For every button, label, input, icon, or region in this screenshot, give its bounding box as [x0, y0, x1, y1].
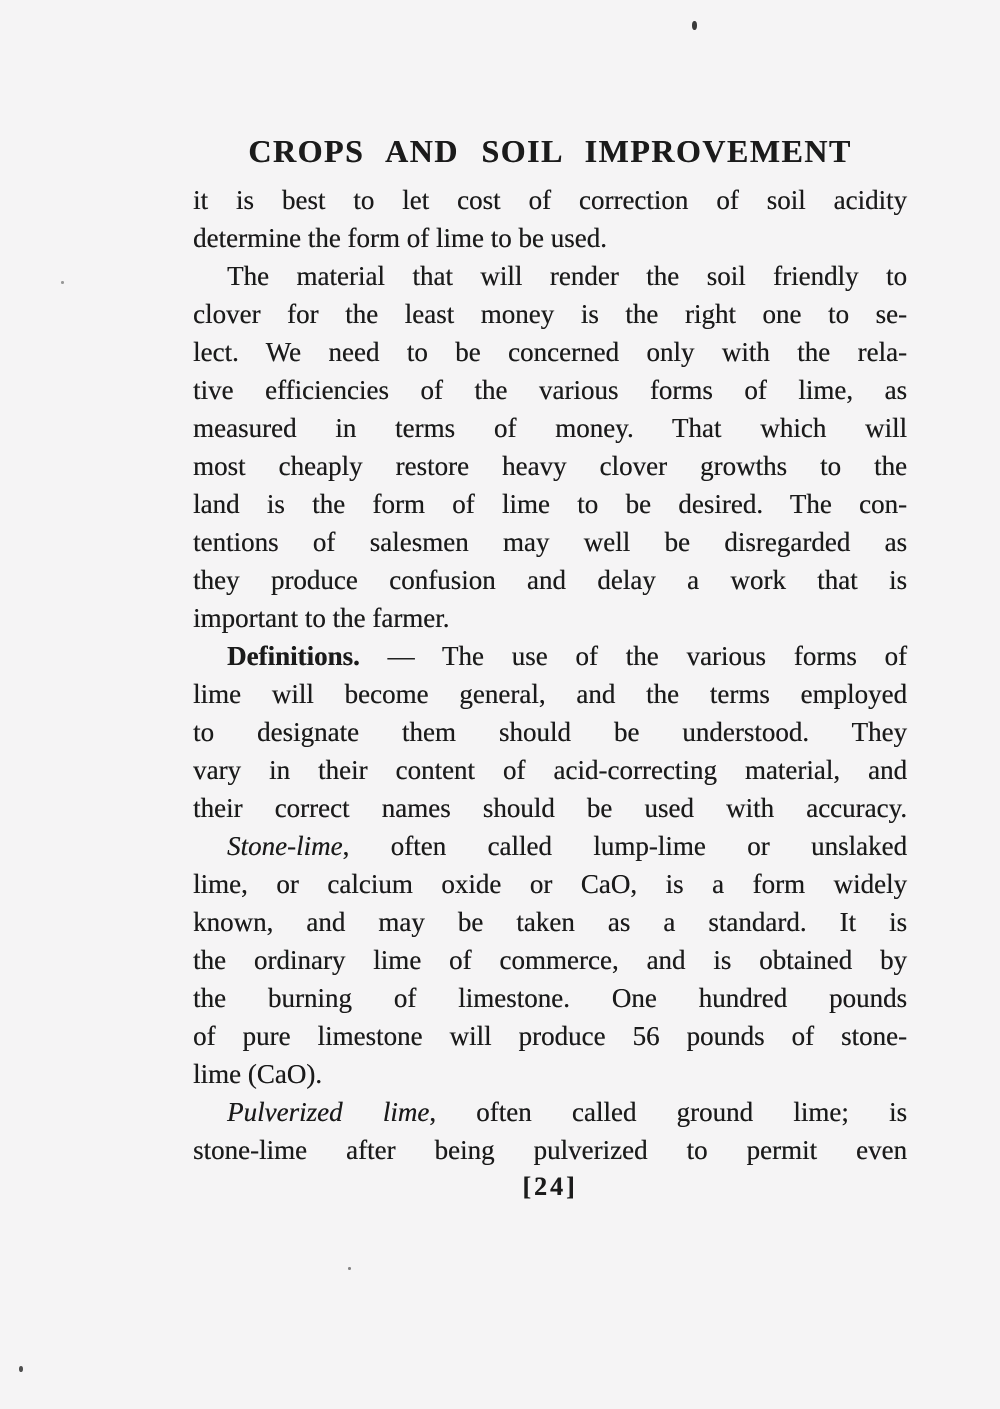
text-line — [193, 561, 907, 599]
text-line — [193, 257, 907, 295]
text-line — [193, 637, 907, 675]
text-line — [193, 827, 907, 865]
ink-speck — [692, 21, 697, 30]
paragraph — [193, 637, 907, 827]
text-line — [193, 333, 907, 371]
text-segment: determine the form of lime to be used. — [193, 223, 607, 253]
text-segment: lime will become general, and the terms employed — [193, 679, 907, 709]
text-line — [193, 371, 907, 409]
paragraph — [193, 181, 907, 257]
text-line — [193, 1055, 907, 1093]
page-number: [24] — [522, 1172, 578, 1201]
text-line — [193, 1017, 907, 1055]
text-line — [193, 751, 907, 789]
text-segment: clover for the least money is the right one to se- — [193, 299, 907, 329]
text-line — [193, 865, 907, 903]
text-segment: to designate them should be understood. They — [193, 717, 907, 747]
text-segment: , often called lump-lime or unslaked — [342, 831, 907, 861]
text-line — [193, 181, 907, 219]
text-line — [193, 219, 907, 257]
text-line — [193, 1093, 907, 1131]
paragraph — [193, 257, 907, 637]
ink-speck — [61, 281, 64, 284]
text-segment: important to the farmer. — [193, 603, 450, 633]
text-segment: lime, or calcium oxide or CaO, is a form widely — [193, 869, 907, 899]
text-segment: land is the form of lime to be desired. The con- — [193, 489, 907, 519]
text-segment: measured in terms of money. That which will — [193, 413, 907, 443]
text-line — [193, 941, 907, 979]
text-segment: lect. We need to be concerned only with the rela- — [193, 337, 907, 367]
text-segment: — The use of the various forms of — [359, 641, 907, 671]
text-line — [193, 675, 907, 713]
text-line — [193, 1131, 907, 1169]
paragraph — [193, 1093, 907, 1169]
text-segment: tive efficiencies of the various forms of lime, as — [193, 375, 907, 405]
text-line — [193, 523, 907, 561]
text-segment: lime (CaO). — [193, 1059, 322, 1089]
text-segment: known, and may be taken as a standard. It is — [193, 907, 907, 937]
text-segment: it is best to let cost of correction of soil acidity — [193, 185, 907, 215]
italic-lead-text: Stone-lime — [227, 831, 343, 861]
ink-speck — [348, 1267, 351, 1270]
text-segment: vary in their content of acid-correcting material, and — [193, 755, 907, 785]
text-line — [193, 409, 907, 447]
text-line — [193, 789, 907, 827]
text-segment: the ordinary lime of commerce, and is obtained by — [193, 945, 907, 975]
text-segment: their correct names should be used with accuracy. — [193, 793, 907, 823]
text-segment: the burning of limestone. One hundred pounds — [193, 983, 907, 1013]
text-segment: stone-lime after being pulverized to permit even — [193, 1135, 907, 1165]
text-segment: , often called ground lime; is — [429, 1097, 908, 1127]
text-line — [193, 599, 907, 637]
paragraph — [193, 827, 907, 1093]
text-segment: they produce confusion and delay a work that is — [193, 565, 907, 595]
text-line — [193, 979, 907, 1017]
text-line — [193, 295, 907, 333]
page-body-text — [193, 181, 907, 1169]
text-segment: most cheaply restore heavy clover growths to the — [193, 451, 907, 481]
text-line — [193, 903, 907, 941]
text-segment: The material that will render the soil friendly to — [227, 261, 907, 291]
page-heading: CROPS AND SOIL IMPROVEMENT — [248, 133, 852, 170]
text-segment: tentions of salesmen may well be disregarded as — [193, 527, 907, 557]
ink-speck — [19, 1366, 23, 1372]
text-segment: of pure limestone will produce 56 pounds of stone- — [193, 1021, 907, 1051]
text-line — [193, 447, 907, 485]
italic-lead-text: Pulverized lime — [227, 1097, 430, 1127]
text-line — [193, 713, 907, 751]
text-line — [193, 485, 907, 523]
bold-lead-text: Definitions. — [227, 641, 360, 671]
